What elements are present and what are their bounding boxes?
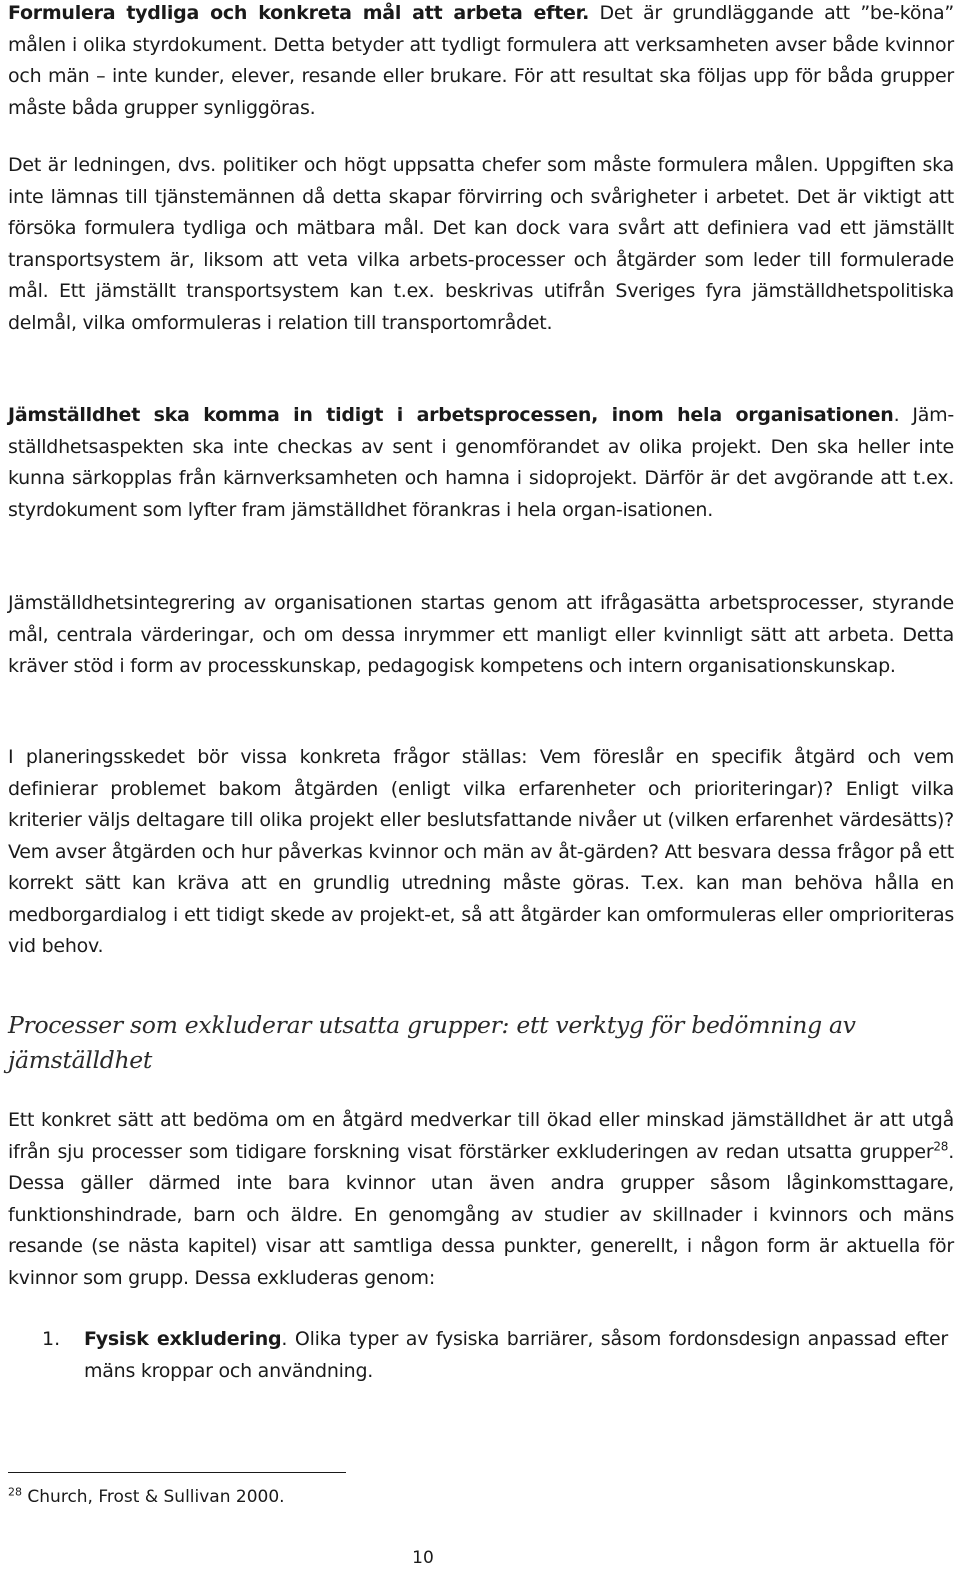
list-item-text: . Olika typer av fysiska barriärer, såsom fordonsdesign anpassad efter mäns kroppar och användning. <box>84 1328 948 1382</box>
paragraph-goals-text: Det är grundläggande att ”be-köna” målen i olika styrdokument. Detta betyder att tydligt formulera att verksamheten avser både kvinnor och män – inte kunder, elever, resande eller brukare. För att resultat ska följas upp för båda grupper måste båda grupper synliggöras. <box>8 2 954 119</box>
paragraph-integration: Jämställdhetsintegrering av organisationen startas genom att ifrågasätta arbetsprocesser, styrande mål, centrala värderingar, och om dessa inrymmer ett manligt eller kvinnligt sätt att arbeta. Detta kräver stöd i form av processkunskap, pedagogisk kompetens och intern organisationskunskap. <box>8 592 954 677</box>
page-number: 10 <box>412 1548 434 1568</box>
list-item <box>84 1324 948 1387</box>
paragraph-goals <box>8 0 954 124</box>
paragraph-early-process-lead: Jämställdhet ska komma in tidigt i arbetsprocessen, inom hela organisationen <box>8 404 894 426</box>
paragraph-leadership: Det är ledningen, dvs. politiker och högt uppsatta chefer som måste formulera målen. Uppgiften ska inte lämnas till tjänstemännen då detta skapar förvirring och svårigheter i arbetet. Det är viktigt att försöka formulera tydliga och mätbara mål. Det kan dock vara svårt att definiera vad ett jämställt transportsystem är, liksom att veta vilka arbets-processer och åtgärder som leder till formulerade mål. Ett jämställt transportsystem kan t.ex. beskrivas utifrån Sveriges fyra jämställdhetspolitiska delmål, vilka omformuleras i relation till transportområdet. <box>8 154 954 334</box>
paragraph-planning: I planeringsskedet bör vissa konkreta frågor ställas: Vem föreslår en specifik åtgärd och vem definierar problemet bakom åtgärden (enligt vilka erfarenheter och prioriteringar)? Enligt vilka kriterier väljs deltagare till olika projekt eller beslutsfattande nivåer ut (vilken erfarenhet värdesätts)? Vem avser åtgärden och hur påverkas kvinnor och män av åt-gärden? Att besvara dessa frågor på ett korrekt sätt kan kräva att en grundlig utredning måste göras. T.ex. kan man behöva hålla en medborgardialog i ett tidigt skede av projekt-et, så att åtgärder kan omformuleras eller omprioriteras vid behov. <box>8 746 954 957</box>
exclusion-list <box>42 1324 948 1387</box>
paragraph-early-process-text: . Jäm-ställdhetsaspekten ska inte checkas av sent i genomförandet av olika projekt. Den ska heller inte kunna särkopplas från kärnverksamheten och hamna i sidoprojekt. Därför är det avgörande att t.ex. styrdokument som lyfter fram jämställdhet förankras i hela organ-isationen. <box>8 404 954 521</box>
footnote-divider <box>8 1472 346 1473</box>
footnote-text: Church, Frost & Sullivan 2000. <box>22 1487 285 1507</box>
paragraph-early-process <box>8 400 954 526</box>
list-item-number: 1. <box>42 1328 61 1350</box>
list-item-lead: Fysisk exkludering <box>84 1328 282 1350</box>
footnote-number: 28 <box>8 1485 22 1499</box>
paragraph-seven-processes <box>8 1105 954 1294</box>
paragraph-seven-processes-text: Ett konkret sätt att bedöma om en åtgärd medverkar till ökad eller minskad jämställdhet är att utgå ifrån sju processer som tidigare forskning visat förstärker exkluderingen av redan utsatta grupper <box>8 1109 954 1163</box>
section-heading: Processer som exkluderar utsatta grupper: ett verktyg för bedömning av jämställdhet <box>8 1011 856 1074</box>
footnote-reference[interactable]: 28 <box>933 1139 949 1154</box>
paragraph-goals-lead: Formulera tydliga och konkreta mål att arbeta efter. <box>8 2 590 24</box>
paragraph-seven-processes-text-cont: . Dessa gäller därmed inte bara kvinnor utan även andra grupper såsom låginkomsttagare, funktionshindrade, barn och äldre. En genomgång av studier av skillnader i kvinnors och mäns resande (se nästa kapitel) visar att samtliga dessa punkter, generellt, i någon form är aktuella för kvinnor som grupp. Dessa exkluderas genom: <box>8 1140 954 1289</box>
footnote <box>8 1484 285 1510</box>
